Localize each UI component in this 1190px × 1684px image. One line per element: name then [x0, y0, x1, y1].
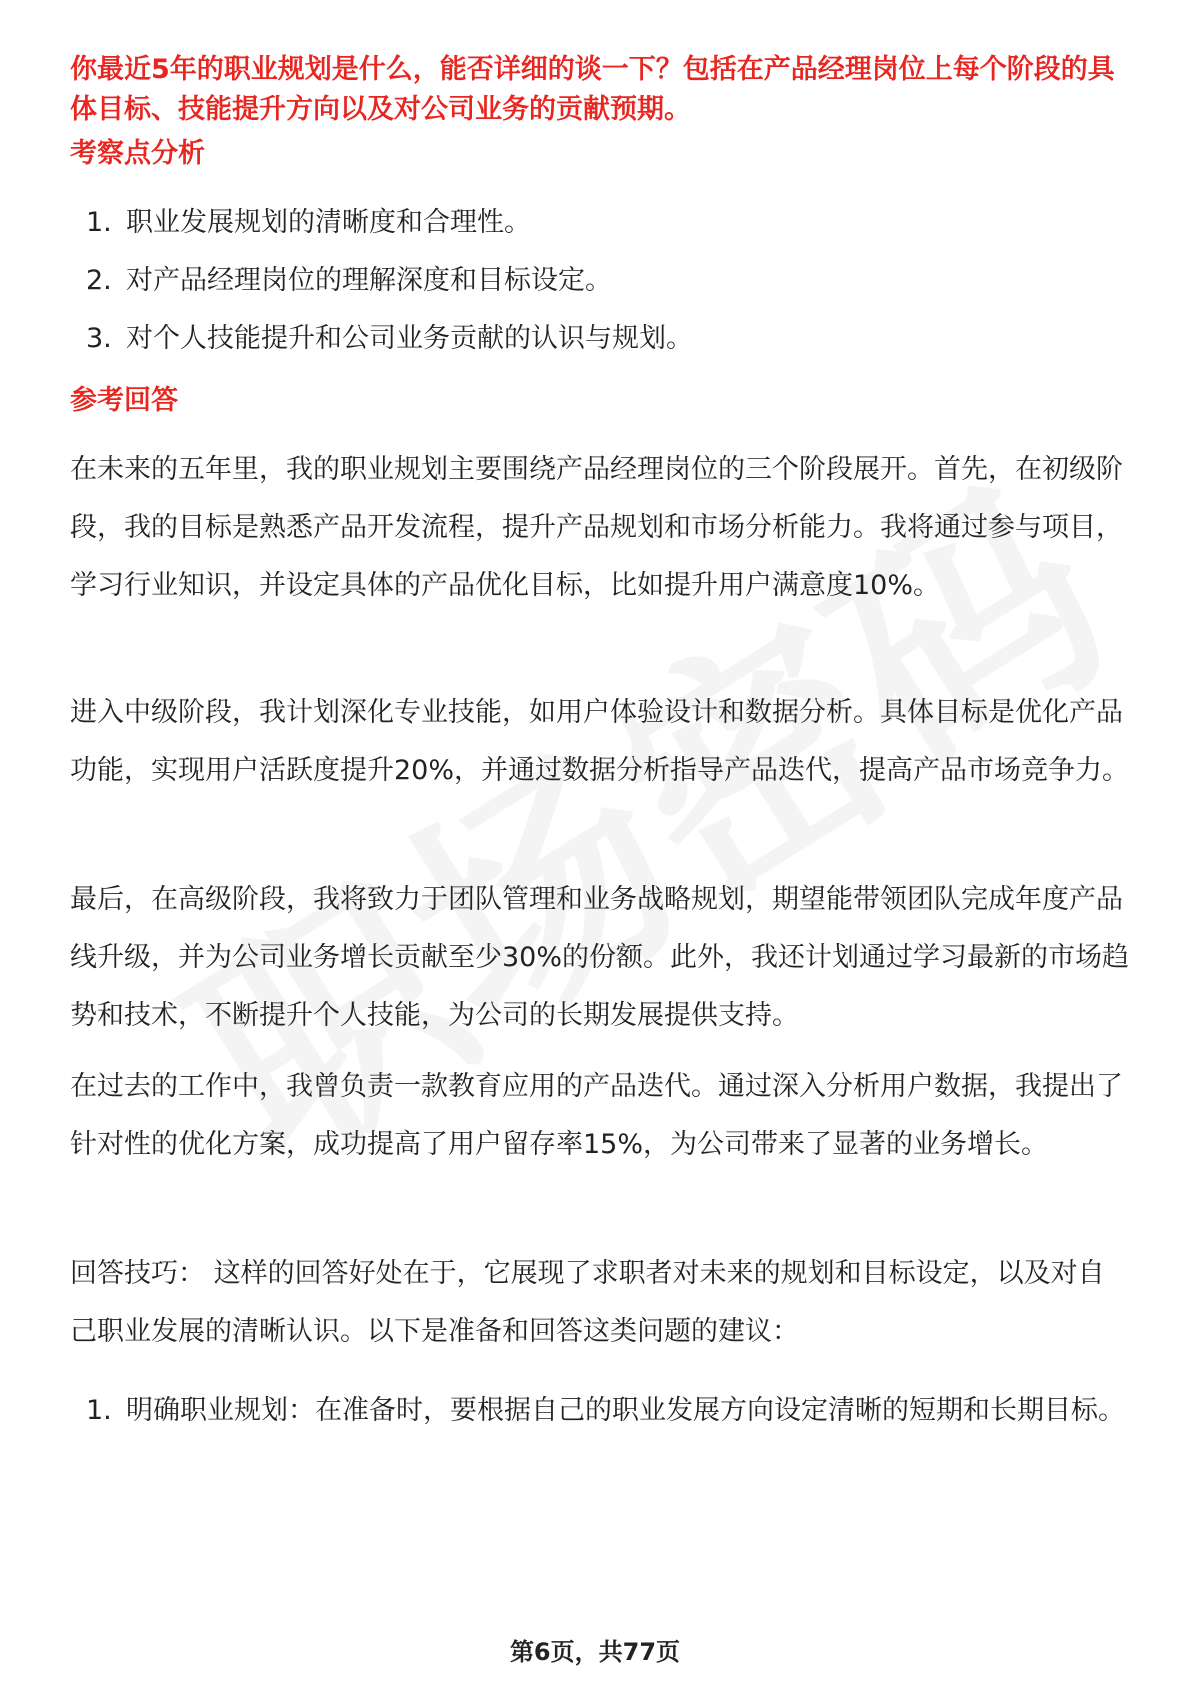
list-item	[70, 1382, 1130, 1440]
list-item-text: 职业发展规划的清晰度和合理性。	[126, 207, 531, 238]
analysis-title: 考察点分析	[70, 138, 205, 169]
answer-tip-intro: 回答技巧： 这样的回答好处在于，它展现了求职者对未来的规划和目标设定，以及对自己职业发展的清晰认识。以下是准备和回答这类问题的建议：	[70, 1258, 1105, 1347]
list-item-number: 1.	[86, 207, 112, 238]
answer-paragraph: 在未来的五年里，我的职业规划主要围绕产品经理岗位的三个阶段展开。首先，在初级阶段，我的目标是熟悉产品开发流程，提升产品规划和市场分析能力。我将通过参与项目，学习行业知识，并设定具体的产品优化目标，比如提升用户满意度10%。	[70, 454, 1123, 601]
analysis-list	[70, 194, 1130, 368]
answer-paragraph: 进入中级阶段，我计划深化专业技能，如用户体验设计和数据分析。具体目标是优化产品功能，实现用户活跃度提升20%，并通过数据分析指导产品迭代，提高产品市场竞争力。	[70, 697, 1130, 786]
list-item-number: 1.	[86, 1395, 112, 1426]
answer-paragraph: 在过去的工作中，我曾负责一款教育应用的产品迭代。通过深入分析用户数据，我提出了针对性的优化方案，成功提高了用户留存率15%，为公司带来了显著的业务增长。	[70, 1071, 1123, 1160]
list-item-text: 明确职业规划：在准备时，要根据自己的职业发展方向设定清晰的短期和长期目标。	[126, 1395, 1125, 1426]
answer-title: 参考回答	[70, 385, 178, 416]
list-item	[70, 310, 1130, 368]
page-footer: 第6页，共77页	[509, 1638, 681, 1666]
question-heading: 你最近5年的职业规划是什么，能否详细的谈一下？包括在产品经理岗位上每个阶段的具体目标、技能提升方向以及对公司业务的贡献预期。	[70, 54, 1115, 125]
tips-list	[70, 1382, 1130, 1440]
list-item-number: 3.	[86, 323, 112, 354]
answer-paragraph: 最后，在高级阶段，我将致力于团队管理和业务战略规划，期望能带领团队完成年度产品线升级，并为公司业务增长贡献至少30%的份额。此外，我还计划通过学习最新的市场趋势和技术，不断提升个人技能，为公司的长期发展提供支持。	[70, 884, 1130, 1031]
list-item-text: 对个人技能提升和公司业务贡献的认识与规划。	[126, 323, 693, 354]
list-item	[70, 194, 1130, 252]
list-item-text: 对产品经理岗位的理解深度和目标设定。	[126, 265, 612, 296]
list-item-number: 2.	[86, 265, 112, 296]
list-item	[70, 252, 1130, 310]
